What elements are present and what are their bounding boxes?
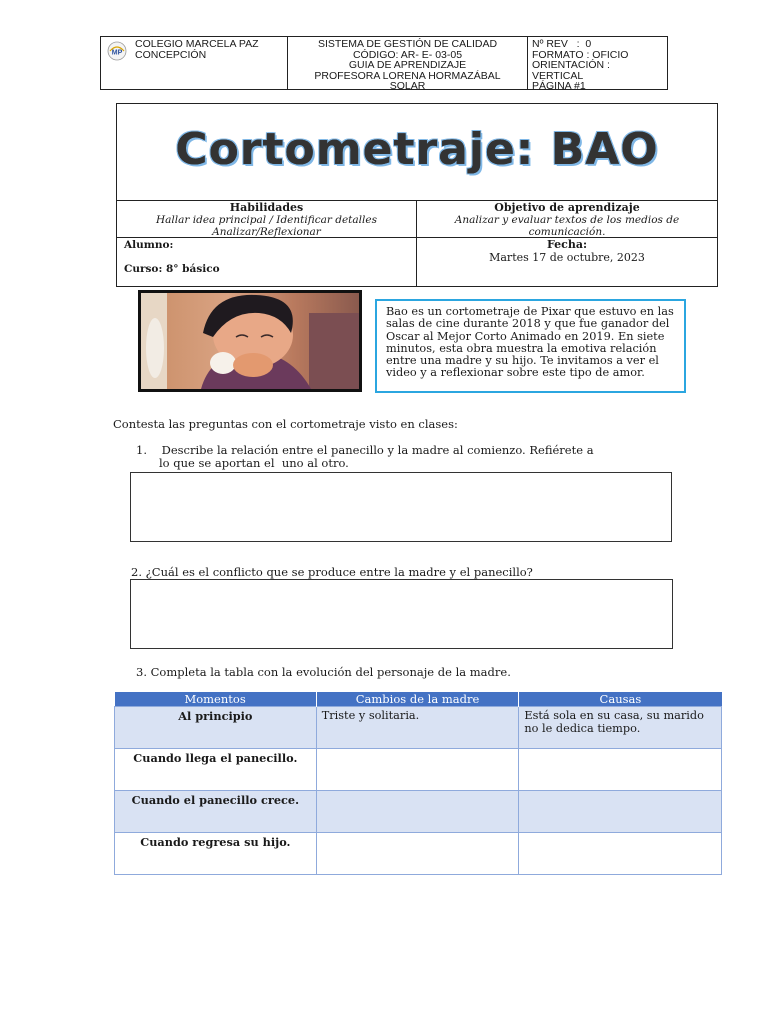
question-1-text-cont: lo que se aportan el uno al otro.: [159, 456, 349, 470]
question-3-text: 3. Completa la tabla con la evolución del personaje de la madre.: [136, 665, 511, 679]
instructions-text: Contesta las preguntas con el cortometraje visto en clases:: [113, 417, 458, 431]
page-title: Cortometraje: BAO: [175, 124, 659, 175]
school-name: COLEGIO MARCELA PAZ: [135, 38, 259, 50]
revision-cell: [528, 37, 667, 92]
moment-cell: Al principio: [115, 707, 317, 749]
header-right-line: ORIENTACIÓN :: [532, 59, 610, 71]
answer-box-1[interactable]: [130, 472, 672, 542]
skills-cell: [117, 201, 417, 238]
header-center-line: SOLAR: [389, 80, 426, 92]
title-block: [116, 103, 718, 287]
question-2-text: 2. ¿Cuál es el conflicto que se produce entre la madre y el panecillo?: [131, 565, 533, 579]
header-center-line: GUIA DE APRENDIZAJE: [348, 59, 467, 71]
change-cell[interactable]: [316, 791, 519, 833]
student-cell: [117, 238, 417, 287]
change-cell[interactable]: Triste y solitaria.: [316, 707, 519, 749]
skills-line: Analizar/Reflexionar: [212, 226, 321, 238]
header-right-line: PÁGINA #1: [532, 80, 586, 92]
course-label: Curso: 8° básico: [124, 263, 220, 275]
date-value: Martes 17 de octubre, 2023: [489, 251, 645, 264]
header-center-line: SISTEMA DE GESTIÓN DE CALIDAD: [317, 38, 498, 50]
student-name-field[interactable]: Alumno:: [124, 239, 174, 251]
change-cell[interactable]: [316, 833, 519, 875]
svg-text:MP: MP: [111, 49, 123, 57]
question-1-text: 1. Describe la relación entre el panecillo y la madre al comienzo. Refiérete a: [136, 443, 594, 457]
column-header: Causas: [519, 692, 722, 707]
bao-movie-image: [138, 290, 362, 392]
header-right-line: Nº REV : 0: [532, 38, 592, 50]
student-date-row: [117, 237, 717, 287]
objective-line: comunicación.: [528, 226, 606, 238]
school-cell: [101, 37, 288, 89]
quality-system-cell: [288, 37, 528, 92]
header-right-line: VERTICAL: [532, 69, 584, 82]
objective-label: Objetivo de aprendizaje: [494, 201, 640, 214]
cause-cell[interactable]: [519, 833, 722, 875]
skills-objective-row: [117, 200, 717, 238]
header-center-line: PROFESORA LORENA HORMAZÁBAL: [314, 69, 501, 82]
moment-cell: Cuando regresa su hijo.: [115, 833, 317, 875]
skills-label: Habilidades: [229, 201, 304, 214]
column-header: Cambios de la madre: [316, 692, 519, 707]
answer-box-2[interactable]: [130, 579, 673, 649]
column-header: Momentos: [115, 692, 317, 707]
moment-cell: Cuando el panecillo crece.: [115, 791, 317, 833]
moment-cell: Cuando llega el panecillo.: [115, 749, 317, 791]
cause-cell[interactable]: [519, 749, 722, 791]
cause-cell[interactable]: [519, 791, 722, 833]
table-header-row: [115, 692, 722, 707]
document-header: [100, 36, 668, 90]
skills-line: Hallar idea principal / Identificar detalles: [156, 214, 377, 226]
change-cell[interactable]: [316, 749, 519, 791]
evolution-table: [114, 692, 722, 875]
header-right-line: FORMATO : OFICIO: [532, 48, 629, 61]
header-center-line: CÓDIGO: AR- E- 03-05: [352, 48, 463, 61]
date-label: Fecha:: [546, 238, 588, 251]
intro-text-box: Bao es un cortometraje de Pixar que estuvo en las salas de cine durante 2018 y que fue ganador del Oscar al Mejor Corto Animado en 2019. En siete minutos, esta obra muestra la emotiva relación entre una madre y su hijo. Te invitamos a ver el video y a reflexionar sobre este tipo de amor.: [375, 299, 686, 393]
cause-cell[interactable]: Está sola en su casa, su marido no le dedica tiempo.: [519, 707, 722, 749]
objective-cell: [417, 201, 717, 238]
table-row: [115, 749, 722, 791]
table-row: [115, 791, 722, 833]
objective-line: Analizar y evaluar textos de los medios de: [454, 214, 680, 226]
school-logo-icon: [107, 41, 127, 61]
table-row: [115, 833, 722, 875]
school-city: CONCEPCIÓN: [135, 48, 207, 61]
table-row: [115, 707, 722, 749]
date-cell: [417, 238, 717, 287]
